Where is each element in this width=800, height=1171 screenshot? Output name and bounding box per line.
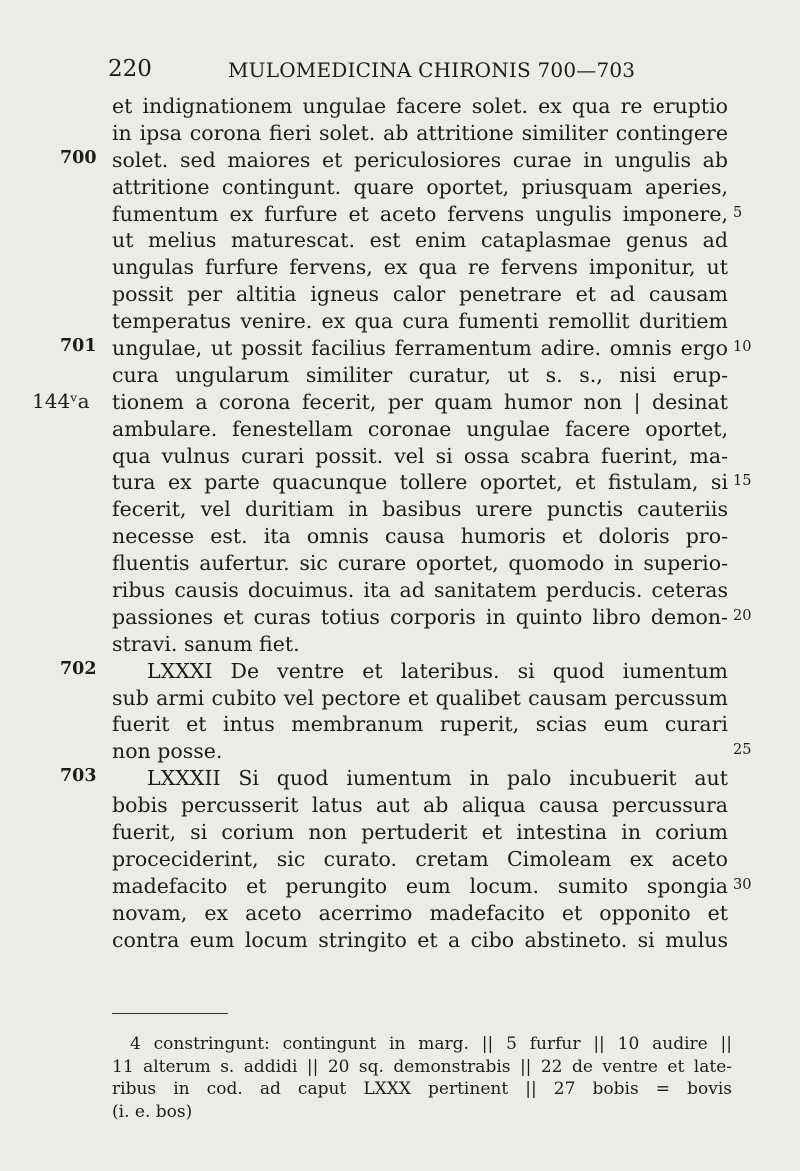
section-number: 702 [60, 658, 97, 679]
text-line [0, 658, 800, 685]
text-line [0, 631, 800, 658]
text-line [0, 201, 800, 228]
footnote-rule [112, 1013, 228, 1014]
line-text: ungulas furfure fervens, ex qua re fervens imponitur, ut [112, 255, 728, 280]
footnote-line: (i. e. bos) [112, 1101, 193, 1122]
text-line [0, 711, 800, 738]
line-text: fecerit, vel duritiam in basibus urere punctis cauteriis [112, 497, 728, 522]
text-line [0, 227, 800, 254]
text-line [0, 846, 800, 873]
text-line [0, 685, 800, 712]
line-text: fuerit et intus membranum ruperit, scias eum curari [112, 712, 728, 737]
text-line [0, 819, 800, 846]
line-text: passiones et curas totius corporis in quinto libro demon- [112, 604, 728, 629]
text-line [0, 254, 800, 281]
text-line [0, 469, 800, 496]
text-line [0, 900, 800, 927]
line-text: cura ungularum similiter curatur, ut s. s., nisi erup- [112, 362, 728, 387]
line-text: LXXXI De ventre et lateribus. si quod iumentum [147, 658, 728, 683]
line-text: tionem a corona fecerit, per quam humor non | desinat [112, 389, 728, 414]
section-number: 701 [60, 336, 97, 357]
line-text: tura ex parte quacunque tollere oportet, et fistulam, si [112, 470, 728, 495]
line-text: ambulare. fenestellam coronae ungulae facere oportet, [112, 416, 728, 441]
footnote-line: 11 alterum s. addidi || 20 sq. demonstrabis || 22 de ventre et late- [112, 1056, 732, 1077]
text-line [0, 362, 800, 389]
line-text: fluentis aufertur. sic curare oportet, quomodo in superio- [112, 551, 728, 576]
text-line [0, 93, 800, 120]
page-header [0, 56, 800, 88]
line-text: LXXXII Si quod iumentum in palo incubuerit aut [147, 766, 728, 791]
footnote-line: ribus in cod. ad caput LXXX pertinent || 27 bobis = bovis [112, 1079, 732, 1099]
line-text: attritione contingunt. quare oportet, priusquam aperies, [112, 174, 728, 199]
text-line [0, 335, 800, 362]
line-text: non posse. [112, 739, 223, 764]
line-text: possit per altitia igneus calor penetrare et ad causam [112, 282, 728, 307]
line-text: et indignationem ungulae facere solet. ex qua re eruptio [112, 94, 728, 118]
text-line [0, 308, 800, 335]
line-text: madefacito et perungito eum locum. sumito spongia [112, 873, 728, 898]
line-text: contra eum locum stringito et a cibo abstineto. si mulus [112, 927, 728, 952]
line-text: necesse est. ita omnis causa humoris et doloris pro- [112, 524, 728, 549]
text-line [0, 523, 800, 550]
line-number: 25 [733, 742, 752, 759]
line-text: procecid​erint, sic curato. cretam Cimoleam ex aceto [112, 846, 728, 871]
text-line [0, 792, 800, 819]
text-line [0, 738, 800, 765]
line-text: solet. sed maiores et periculosiores curae in ungulis ab [112, 147, 728, 172]
text-line [0, 147, 800, 174]
text-line [0, 281, 800, 308]
text-line [0, 120, 800, 147]
line-text: qua vulnus curari possit. vel si ossa scabra fuerint, ma- [112, 443, 728, 468]
section-number: 700 [60, 147, 97, 168]
text-line [0, 416, 800, 443]
folio-reference: 144ᵛa [32, 388, 90, 413]
text-line [0, 604, 800, 631]
text-line [0, 496, 800, 523]
text-line [0, 873, 800, 900]
text-line [0, 765, 800, 792]
line-text: ungulae, ut possit facilius ferramentum adire. omnis ergo [112, 336, 728, 361]
line-text: ut melius maturescat. est enim cataplasmae genus ad [112, 228, 728, 253]
line-number: 30 [733, 876, 752, 893]
text-line [0, 927, 800, 954]
line-number: 10 [733, 339, 752, 356]
line-text: bobis percusserit latus aut ab aliqua causa percussura [112, 793, 728, 818]
line-number: 5 [733, 204, 743, 221]
line-text: ribus causis docuimus. ita ad sanitatem perducis. ceteras [112, 578, 728, 603]
text-line [0, 577, 800, 604]
line-text: sub armi cubito vel pectore et qualibet causam percussum [112, 685, 728, 710]
line-text: fuerit, si corium non pertuderit et intestina in corium [112, 820, 728, 845]
footnotes [112, 1033, 732, 1123]
text-line [0, 550, 800, 577]
main-text [0, 93, 800, 954]
line-number: 20 [733, 607, 752, 624]
line-text: stravi. sanum fiet. [112, 631, 300, 656]
line-number: 15 [733, 473, 752, 490]
text-line [0, 443, 800, 470]
line-text: temperatus venire. ex qua cura fumenti remollit duritiem [112, 309, 728, 334]
text-line [0, 389, 800, 416]
section-number: 703 [60, 766, 97, 787]
line-text: fumentum ex furfure et aceto fervens ungulis imponere, [112, 201, 728, 226]
line-text: in ipsa corona fieri solet. ab attritione similiter contingere [112, 120, 728, 145]
line-text: novam, ex aceto acerrimo madefacito et opponito et [112, 900, 728, 925]
footnote-line: 4 constringunt: contingunt in marg. || 5 furfur || 10 audire || [130, 1034, 732, 1054]
page-number: 220 [108, 56, 152, 82]
running-title: MULOMEDICINA CHIRONIS 700—703 [228, 58, 636, 82]
text-line [0, 174, 800, 201]
